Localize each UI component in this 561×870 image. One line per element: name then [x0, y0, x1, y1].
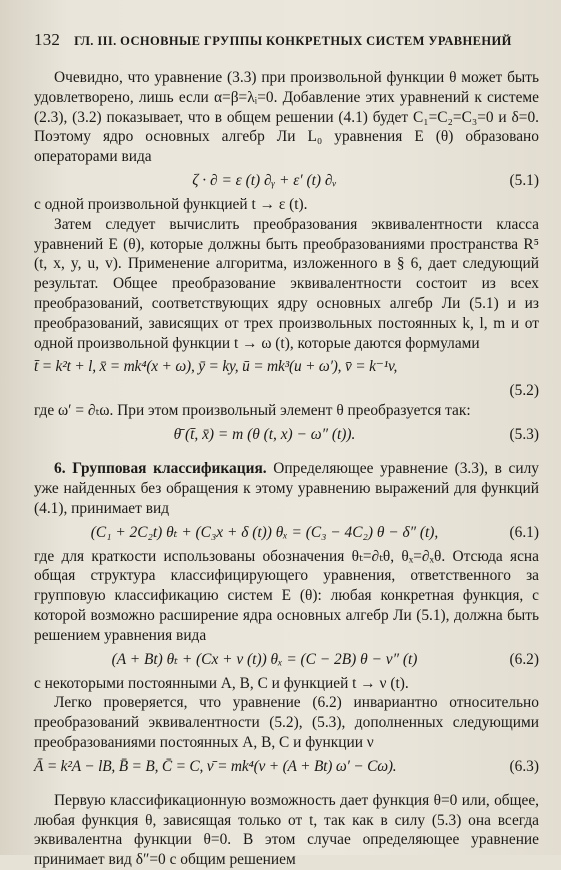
equation-number: (5.1) — [509, 171, 539, 189]
equation-6-2 — [34, 649, 539, 671]
paragraph-7: с некоторыми постоянными A, B, C и функцией t → ν (t). — [34, 674, 409, 692]
paragraph-5 — [34, 459, 539, 518]
equation-6-1 — [34, 522, 539, 544]
paragraph-6: где для краткости использованы обозначения θₜ=∂ₜθ, θₓ=∂ₓθ. Отсюда ясна общая структура классифицирующего уравнения, ответственного за групповую классификацию систем E (θ): любая конкретная функция, с которой возможно расширение ядра основных алгебр Ли (5.1), должна быть решением уравнения вида — [34, 547, 539, 644]
paragraph-gap — [34, 781, 539, 791]
equation-number: (5.3) — [509, 426, 539, 444]
equation-5-2 — [34, 356, 539, 378]
paragraph-4: где ω′ = ∂ₜω. При этом произвольный элемент θ преобразуется так: — [34, 402, 471, 420]
equation-body: (C₁ + 2C₂t) θₜ + (C₃x + δ (t)) θₓ = (C₃ − 4C₂) θ − δ″ (t), — [90, 523, 439, 541]
equation-number: (5.2) — [509, 382, 539, 400]
equation-body: t̄ = k²t + l, x̄ = mk⁴(x + ω), ȳ = ky, ū = mk³(u + ω′), v̄ = k⁻¹v, — [34, 358, 398, 376]
section-title: 6. Групповая классификация. — [54, 460, 267, 478]
equation-number: (6.2) — [509, 650, 539, 668]
equation-number: (6.1) — [509, 523, 539, 541]
equation-6-3 — [34, 756, 539, 778]
running-head: ГЛ. III. ОСНОВНЫЕ ГРУППЫ КОНКРЕТНЫХ СИСТЕМ УРАВНЕНИЙ — [74, 34, 512, 48]
equation-number: (6.3) — [509, 757, 539, 775]
page-number: 132 — [34, 30, 61, 49]
page-header — [34, 30, 539, 50]
paragraph-8: Легко проверяется, что уравнение (6.2) инвариантно относительно преобразований эквивалентности (5.2), (5.3), дополненных следующими преобразованиями постоянных A, B, C и функции ν — [34, 694, 539, 751]
equation-5-1 — [34, 170, 539, 192]
equation-5-3 — [34, 424, 539, 446]
paragraph-3: Затем следует вычислить преобразования эквивалентности класса уравнений E (θ), которые должны быть преобразованиями пространства R⁵ (t, x, y, u, v). Применение алгоритма, изложенного в § 6, дает следующий результат. Общее преобразование эквивалентности состоит из всех преобразований, соответствующих ядру основных алгебр Ли (5.1) и из преобразований, зависящих от трех произвольных постоянных k, l, m и от одной произвольной функции t → ω (t), которые даются формулами — [34, 215, 539, 352]
section-gap — [34, 449, 539, 459]
equation-body: Ā = k²A − lB, B̄ = B, C̄ = C, ν̄ = mk⁴(ν + (A + Bt) ω′ − Cω). — [34, 757, 397, 775]
paragraph-1: Очевидно, что уравнение (3.3) при произвольной функции θ может быть удовлетворено, лишь если α=β=λᵢ=0. Добавление этих уравнений к системе (2.3), (3.2) показывает, что в общем решении (4.1) будет C₁=C₂=C₃=0 и δ=0. Поэтому ядро основных алгебр Ли L₀ уравнения E (θ) образовано операторами вида — [34, 69, 539, 166]
paragraph-5-text: Определяющее уравнение (3.3), в силу уже найденных без обращения к этому уравнению выражений для функций (4.1), принимает вид — [34, 460, 539, 517]
paragraph-9: Первую классификационную возможность дает функция θ=0 или, общее, любая функция θ, зависящая только от t, так как в силу (5.3) она всегда эквивалентна функции θ=0. В этом случае определяющее уравнение принимает вид δ″=0 с общим решением — [34, 791, 539, 869]
equation-body: θ̄ (t̄, x̄) = m (θ (t, x) − ω″ (t)). — [173, 426, 356, 444]
paragraph-2: с одной произвольной функцией t → ε (t). — [34, 195, 308, 213]
equation-body: ζ · ∂ = ε (t) ∂ᵧ + ε′ (t) ∂ᵥ — [192, 171, 337, 189]
equation-body: (A + Bt) θₜ + (Cx + ν (t)) θₓ = (C − 2B) θ − ν″ (t) — [111, 650, 418, 668]
